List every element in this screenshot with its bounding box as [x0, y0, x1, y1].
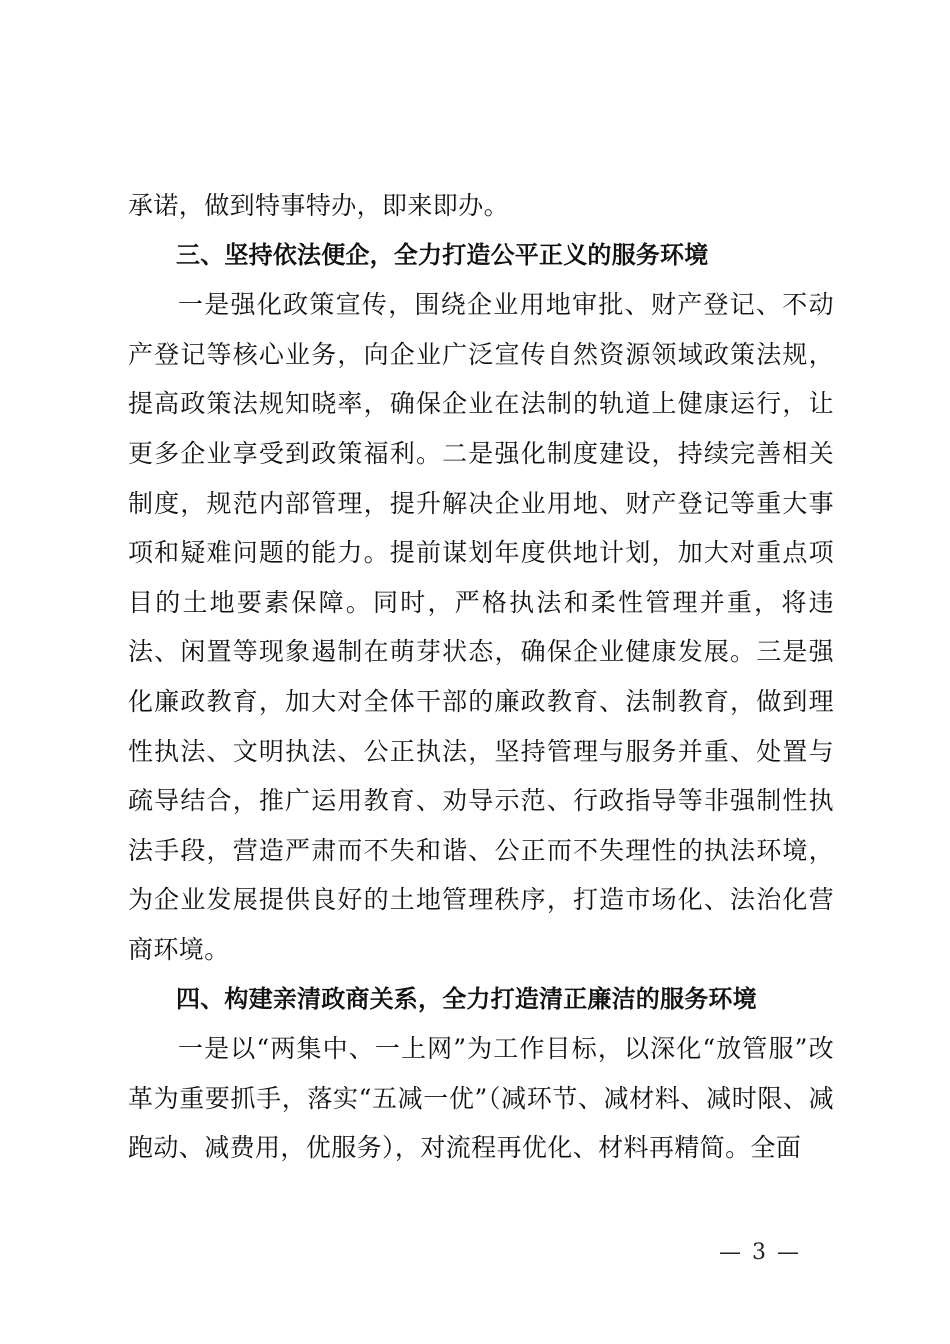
page-number: — 3 —: [719, 1240, 801, 1265]
paragraph-section-4-body: 一是以“两集中、一上网”为工作目标，以深化“放管服”改革为重要抓手，落实“五减一优”（减环节、减材料、减时限、减跑动、减费用，优服务），对流程再优化、材料再精简。全面: [128, 1034, 834, 1163]
document-body: [128, 181, 834, 1173]
paragraph-section-3-body: 一是强化政策宣传，围绕企业用地审批、财产登记、不动产登记等核心业务，向企业广泛宣传自然资源领域政策法规，提高政策法规知晓率，确保企业在法制的轨道上健康运行，让更多企业享受到政策福利。二是强化制度建设，持续完善相关制度，规范内部管理，提升解决企业用地、财产登记等重大事项和疑难问题的能力。提前谋划年度供地计划，加大对重点项目的土地要素保障。同时，严格执法和柔性管理并重，将违法、闲置等现象遏制在萌芽状态，确保企业健康发展。三是强化廉政教育，加大对全体干部的廉政教育、法制教育，做到理性执法、文明执法、公正执法，坚持管理与服务并重、处置与疏导结合，推广运用教育、劝导示范、行政指导等非强制性执法手段，营造严肃而不失和谐、公正而不失理性的执法环境，为企业发展提供良好的土地管理秩序，打造市场化、法治化营商环境。: [128, 290, 834, 964]
paragraph-continuation: 承诺，做到特事特办，即来即办。: [128, 191, 510, 220]
section-heading-4: 四、构建亲清政商关系，全力打造清正廉洁的服务环境: [176, 984, 757, 1013]
section-heading-3: 三、坚持依法便企，全力打造公平正义的服务环境: [176, 240, 709, 269]
